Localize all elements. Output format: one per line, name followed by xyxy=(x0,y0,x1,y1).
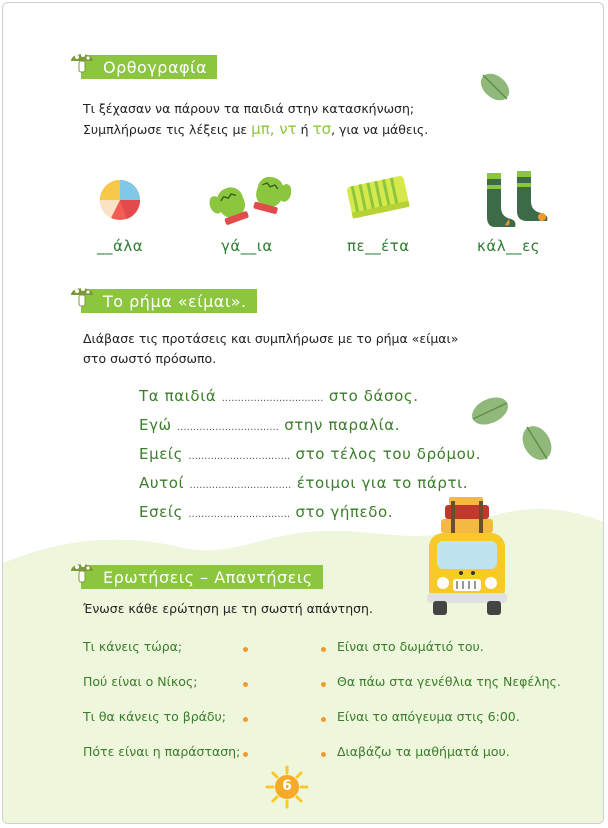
section3-instruction: Ένωσε κάθε ερώτηση με τη σωστή απάντηση. xyxy=(83,601,373,616)
highlight-letters: μπ, ντ xyxy=(251,120,297,138)
section-title: Ορθογραφία xyxy=(81,55,217,79)
mushroom-icon xyxy=(69,557,95,587)
blank-dots[interactable]: ................................ xyxy=(221,393,324,404)
question-item: Πού είναι ο Νίκος; xyxy=(83,674,198,689)
answer-dot[interactable] xyxy=(321,682,326,687)
fill-word[interactable]: __άλα xyxy=(97,237,144,255)
worksheet-page xyxy=(2,2,604,824)
sentence-row: Εγώ ................................ στην παραλία. xyxy=(139,416,401,434)
sentence-row: Εμείς ................................ στο τέλος του δρόμου. xyxy=(139,445,482,463)
section1-instruction xyxy=(83,99,428,140)
answer-dot[interactable] xyxy=(321,717,326,722)
question-dot[interactable] xyxy=(243,682,248,687)
instruction-line: στο σωστό πρόσωπο. xyxy=(83,351,217,366)
answer-dot[interactable] xyxy=(321,647,326,652)
leaf-icon xyxy=(467,391,513,431)
answer-dot[interactable] xyxy=(321,752,326,757)
page-number: 6 xyxy=(282,778,292,794)
mushroom-icon xyxy=(69,47,95,77)
section-header-qa xyxy=(81,565,323,589)
blank-dots[interactable]: ................................ xyxy=(189,480,292,491)
section-title: Ερωτήσεις – Απαντήσεις xyxy=(81,565,323,589)
blank-dots[interactable]: ................................ xyxy=(188,451,291,462)
question-dot[interactable] xyxy=(243,647,248,652)
answer-item: Διαβάζω τα μαθήματά μου. xyxy=(337,744,510,759)
blank-dots[interactable]: ................................ xyxy=(177,422,279,433)
section-title: Το ρήμα «είμαι». xyxy=(81,289,257,313)
section-header-orthography xyxy=(81,55,217,79)
leaf-icon xyxy=(475,67,515,107)
blank-dots[interactable]: ................................ xyxy=(188,509,291,520)
question-item: Τι θα κάνεις το βράδυ; xyxy=(83,709,226,724)
sentence-row: Τα παιδιά ................................ στο δάσος. xyxy=(139,387,419,405)
answer-item: Είναι στο δωμάτιό του. xyxy=(337,639,484,654)
ball-icon xyxy=(97,177,143,223)
fill-word[interactable]: κάλ__ες xyxy=(477,237,541,255)
mittens-icon xyxy=(209,171,291,231)
question-dot[interactable] xyxy=(243,717,248,722)
question-dot[interactable] xyxy=(243,752,248,757)
instruction-line: Συμπλήρωσε τις λέξεις με μπ, ντ ή τσ, για να μάθεις. xyxy=(83,120,429,138)
answer-item: Είναι το απόγευμα στις 6:00. xyxy=(337,709,520,724)
sentence-row: Αυτοί ................................ έτοιμοι για το πάρτι. xyxy=(139,474,469,492)
instruction-line: Διάβασε τις προτάσεις και συμπλήρωσε με το ρήμα «είμαι» xyxy=(83,331,459,346)
leaf-icon xyxy=(517,421,557,465)
section-header-verb xyxy=(81,289,257,313)
question-item: Τι κάνεις τώρα; xyxy=(83,639,183,654)
fill-word[interactable]: πε__έτα xyxy=(347,237,410,255)
sentence-row: Εσείς ................................ στο γήπεδο. xyxy=(139,503,394,521)
socks-icon xyxy=(479,169,559,231)
answer-item: Θα πάω στα γενέθλια της Νεφέλης. xyxy=(337,674,561,689)
mushroom-icon xyxy=(69,281,95,311)
fill-word[interactable]: γά__ια xyxy=(221,237,273,255)
instruction-line: Τι ξέχασαν να πάρουν τα παιδιά στην κατασκήνωση; xyxy=(83,101,415,116)
highlight-letters: τσ xyxy=(312,120,332,138)
towel-icon xyxy=(343,171,413,223)
question-item: Πότε είναι η παράσταση; xyxy=(83,744,241,759)
section2-instruction xyxy=(83,329,458,369)
car-icon xyxy=(421,493,513,621)
page-number-badge xyxy=(265,765,309,809)
